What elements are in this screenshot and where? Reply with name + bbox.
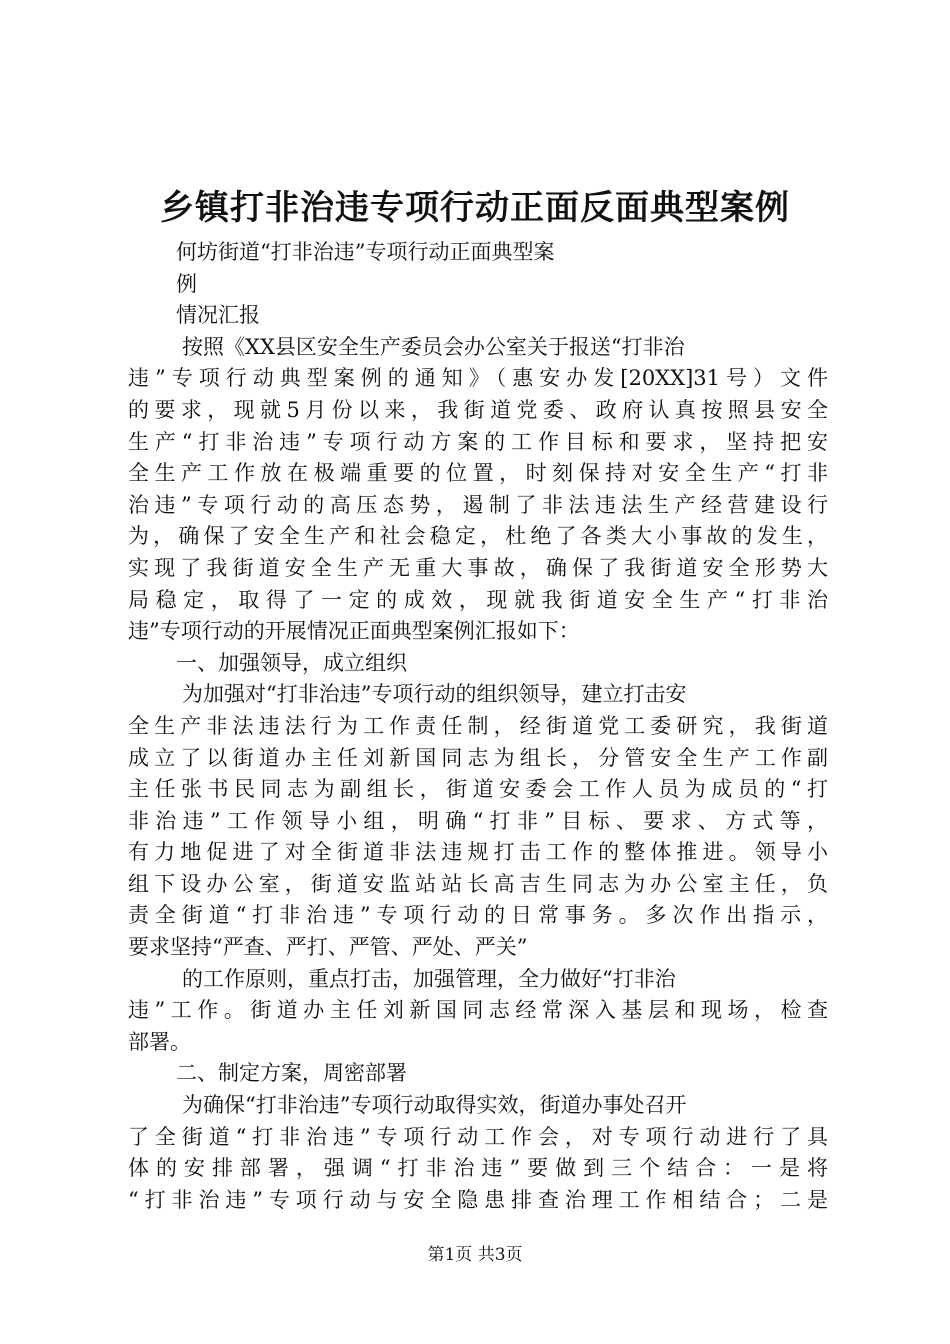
paragraph-line: 非治违”工作领导小组，明确“打非”目标、要求、方式等， bbox=[128, 808, 828, 833]
paragraph-line: 的工作原则，重点打击，加强管理，全力做好“打非治 bbox=[182, 966, 676, 991]
paragraph-line: 成立了以街道办主任刘新国同志为组长，分管安全生产工作副 bbox=[128, 745, 828, 770]
subtitle-line: 何坊街道“打非治违”专项行动正面典型案 bbox=[176, 240, 555, 264]
paragraph-line: 部署。 bbox=[128, 1029, 191, 1054]
paragraph-line: 生产“打非治违”专项行动方案的工作目标和要求，坚持把安 bbox=[128, 429, 828, 454]
section-heading: 二、制定方案，周密部署 bbox=[176, 1061, 407, 1086]
paragraph-line: “打非治违”专项行动与安全隐患排查治理工作相结合；二是 bbox=[128, 1187, 828, 1212]
paragraph-line: 治违”专项行动的高压态势，遏制了非法违法生产经营建设行 bbox=[128, 492, 828, 517]
paragraph-line: 要求坚持“严查、严打、严管、严处、严关” bbox=[128, 935, 528, 960]
paragraph-line: 的要求，现就5月份以来，我街道党委、政府认真按照县安全 bbox=[128, 397, 828, 422]
paragraph-line: 责全街道“打非治违”专项行动的日常事务。多次作出指示， bbox=[128, 903, 828, 928]
paragraph-line: 为，确保了安全生产和社会稳定，杜绝了各类大小事故的发生， bbox=[128, 524, 828, 549]
paragraph-line: 全生产非法违法行为工作责任制，经街道党工委研究，我街道 bbox=[128, 713, 828, 738]
paragraph-line: 全生产工作放在极端重要的位置，时刻保持对安全生产“打非 bbox=[128, 461, 828, 486]
paragraph-line: 违”工作。街道办主任刘新国同志经常深入基层和现场，检查 bbox=[128, 998, 828, 1023]
paragraph-line: 违”专项行动的开展情况正面典型案例汇报如下： bbox=[128, 619, 580, 644]
paragraph-line: 组下设办公室，街道安监站站长高吉生同志为办公室主任，负 bbox=[128, 871, 828, 896]
paragraph-line: 违”专项行动典型案例的通知》（惠安办发[20XX]31号）文件 bbox=[128, 366, 828, 391]
paragraph-line: 按照《XX县区安全生产委员会办公室关于报送“打非治 bbox=[182, 334, 685, 359]
paragraph-line: 为确保“打非治违”专项行动取得实效，街道办事处召开 bbox=[182, 1093, 687, 1118]
paragraph-line: 了全街道“打非治违”专项行动工作会，对专项行动进行了具 bbox=[128, 1124, 828, 1149]
document-title: 乡镇打非治违专项行动正面反面典型案例 bbox=[160, 188, 790, 228]
subtitle-line: 例 bbox=[176, 271, 197, 296]
paragraph-line: 主任张书民同志为副组长，街道安委会工作人员为成员的“打 bbox=[128, 777, 828, 802]
paragraph-line: 实现了我街道安全生产无重大事故，确保了我街道安全形势大 bbox=[128, 555, 828, 580]
document-body bbox=[128, 237, 828, 1216]
paragraph-line: 体的安排部署，强调“打非治违”要做到三个结合：一是将 bbox=[128, 1156, 828, 1181]
paragraph-line: 为加强对“打非治违”专项行动的组织领导，建立打击安 bbox=[182, 682, 687, 707]
paragraph-line: 有力地促进了对全街道非法违规打击工作的整体推进。领导小 bbox=[128, 840, 828, 865]
section-heading: 一、加强领导，成立组织 bbox=[176, 650, 407, 675]
subtitle-line: 情况汇报 bbox=[176, 303, 260, 328]
page-footer: 第1页 共3页 bbox=[427, 1245, 523, 1265]
paragraph-line: 局稳定，取得了一定的成效，现就我街道安全生产“打非治 bbox=[128, 587, 828, 612]
